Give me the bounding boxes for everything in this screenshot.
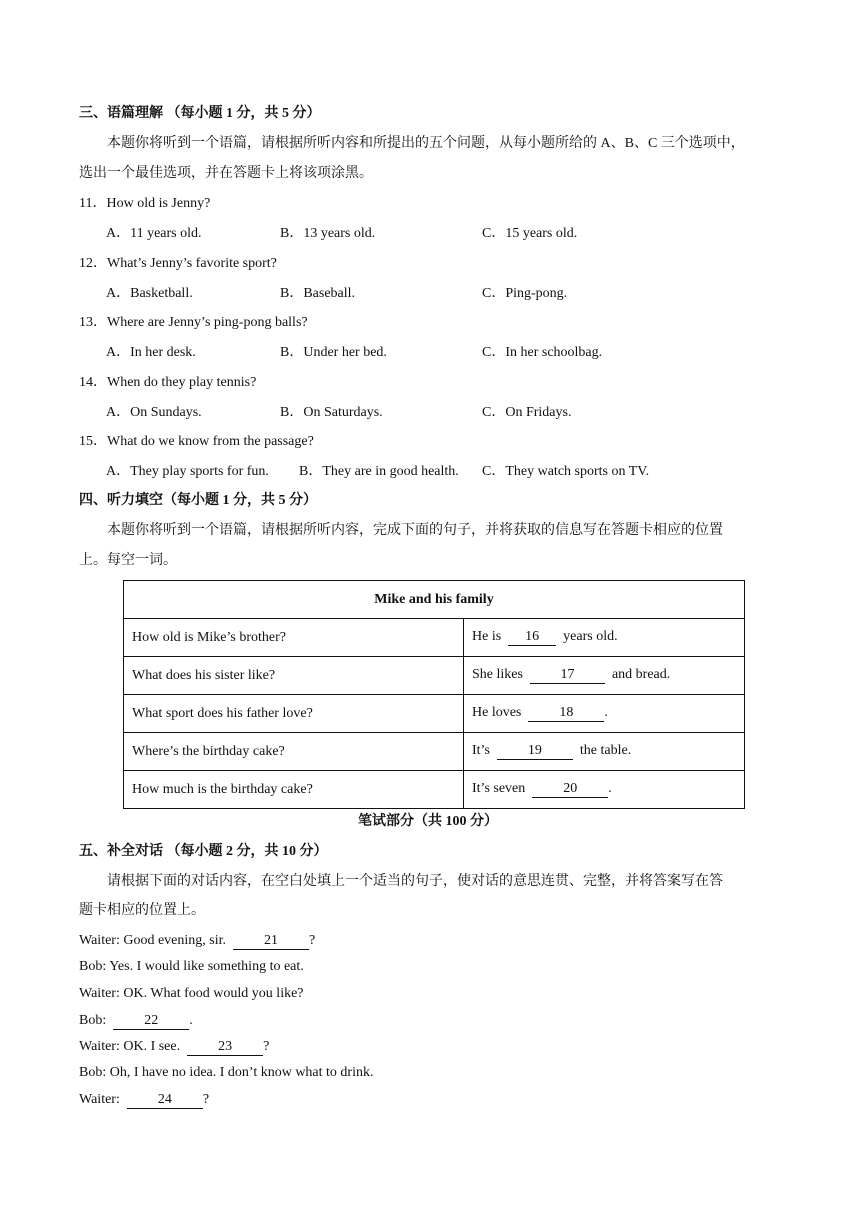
answer-blank-18: 18 (528, 705, 604, 722)
section5-instruction-2: 题卡相应的位置上。 (79, 903, 205, 918)
table-row (124, 733, 745, 771)
table-question: How much is the birthday cake? (124, 771, 464, 809)
answer-prefix: He loves (472, 705, 522, 720)
section5-instruction-1: 请根据下面的对话内容，在空白处填上一个适当的句子，使对话的意思连贯、完整，并将答案写在答 (107, 874, 723, 889)
table-question: What sport does his father love? (124, 695, 464, 733)
answer-suffix: years old. (563, 629, 618, 644)
q12-option-a: A．Basketball. (106, 286, 193, 301)
answer-prefix: He is (472, 629, 502, 644)
dialogue-line: Bob: Yes. I would like something to eat. (79, 959, 304, 974)
q11-option-a: A．11 years old. (106, 226, 202, 241)
answer-blank-16: 16 (508, 629, 556, 646)
dialogue-line-23 (79, 1038, 269, 1056)
written-part-title: 笔试部分（共 100 分） (358, 814, 498, 829)
dialogue-blank-23: 23 (187, 1039, 263, 1056)
q13-option-c: C．In her schoolbag. (482, 345, 603, 360)
section3-instruction-2: 选出一个最佳选项，并在答题卡上将该项涂黑。 (79, 166, 373, 181)
dialogue-line: Bob: Oh, I have no idea. I don’t know what to drink. (79, 1065, 374, 1080)
q14-option-a: A．On Sundays. (106, 405, 202, 420)
section3-instruction-1: 本题你将听到一个语篇，请根据所听内容和所提出的五个问题，从每小题所给的 A、B、C 三个选项中， (107, 136, 745, 151)
table-answer (464, 733, 745, 771)
table-answer (464, 657, 745, 695)
dialogue-blank-21: 21 (233, 933, 309, 950)
table-title: Mike and his family (124, 581, 745, 619)
answer-suffix: . (604, 705, 608, 720)
answer-blank-20: 20 (532, 781, 608, 798)
table-row (124, 695, 745, 733)
answer-prefix: It’s seven (472, 781, 526, 796)
q11-option-b: B．13 years old. (280, 226, 376, 241)
q13-option-b: B．Under her bed. (280, 345, 387, 360)
section4-instruction-2: 上。每空一词。 (79, 553, 177, 568)
answer-suffix: the table. (579, 743, 632, 758)
question-14: 14．When do they play tennis? (79, 375, 257, 390)
answer-suffix: and bread. (611, 667, 671, 682)
dialogue-blank-24: 24 (127, 1092, 203, 1109)
table-row (124, 771, 745, 809)
dialogue-line-22 (79, 1012, 193, 1030)
dialogue-blank-22: 22 (113, 1013, 189, 1030)
question-11: 11．How old is Jenny? (79, 196, 211, 211)
q13-option-a: A．In her desk. (106, 345, 196, 360)
table-answer (464, 771, 745, 809)
section4-title: 四、听力填空（每小题 1 分，共 5 分） (79, 493, 317, 508)
q12-option-c: C．Ping-pong. (482, 286, 568, 301)
table-question: What does his sister like? (124, 657, 464, 695)
dialogue-punct: . (189, 1013, 193, 1028)
dialogue-text: Waiter: OK. I see. (79, 1039, 181, 1054)
answer-blank-19: 19 (497, 743, 573, 760)
dialogue-line-21 (79, 932, 315, 950)
q15-option-a: A．They play sports for fun. (106, 464, 269, 479)
q15-option-c: C．They watch sports on TV. (482, 464, 650, 479)
table-answer (464, 619, 745, 657)
dialogue-line-24 (79, 1091, 209, 1109)
answer-prefix: She likes (472, 667, 523, 682)
answer-blank-17: 17 (530, 667, 605, 684)
q14-option-c: C．On Fridays. (482, 405, 572, 420)
dialogue-text: Waiter: (79, 1092, 120, 1107)
section3-title: 三、语篇理解 （每小题 1 分，共 5 分） (79, 106, 321, 121)
table-row (124, 619, 745, 657)
table-answer (464, 695, 745, 733)
q11-option-c: C．15 years old. (482, 226, 578, 241)
dialogue-text: Waiter: Good evening, sir. (79, 933, 227, 948)
question-13: 13．Where are Jenny’s ping-pong balls? (79, 315, 308, 330)
question-12: 12．What’s Jenny’s favorite sport? (79, 256, 277, 271)
answer-prefix: It’s (472, 743, 490, 758)
dialogue-line: Waiter: OK. What food would you like? (79, 986, 304, 1001)
q14-option-b: B．On Saturdays. (280, 405, 383, 420)
q12-option-b: B．Baseball. (280, 286, 356, 301)
section5-title: 五、补全对话 （每小题 2 分，共 10 分） (79, 844, 328, 859)
dialogue-punct: ? (309, 933, 316, 948)
section4-instruction-1: 本题你将听到一个语篇，请根据所听内容，完成下面的句子，并将获取的信息写在答题卡相应的位置 (107, 523, 723, 538)
table-row (124, 657, 745, 695)
table-question: Where’s the birthday cake? (124, 733, 464, 771)
q15-option-b: B．They are in good health. (299, 464, 459, 479)
dialogue-text: Bob: (79, 1013, 107, 1028)
answer-suffix: . (608, 781, 612, 796)
table-question: How old is Mike’s brother? (124, 619, 464, 657)
question-15: 15．What do we know from the passage? (79, 434, 314, 449)
table-header-row (124, 581, 745, 619)
dialogue-punct: ? (263, 1039, 270, 1054)
dialogue-punct: ? (202, 1092, 210, 1107)
mike-family-table (123, 580, 745, 809)
